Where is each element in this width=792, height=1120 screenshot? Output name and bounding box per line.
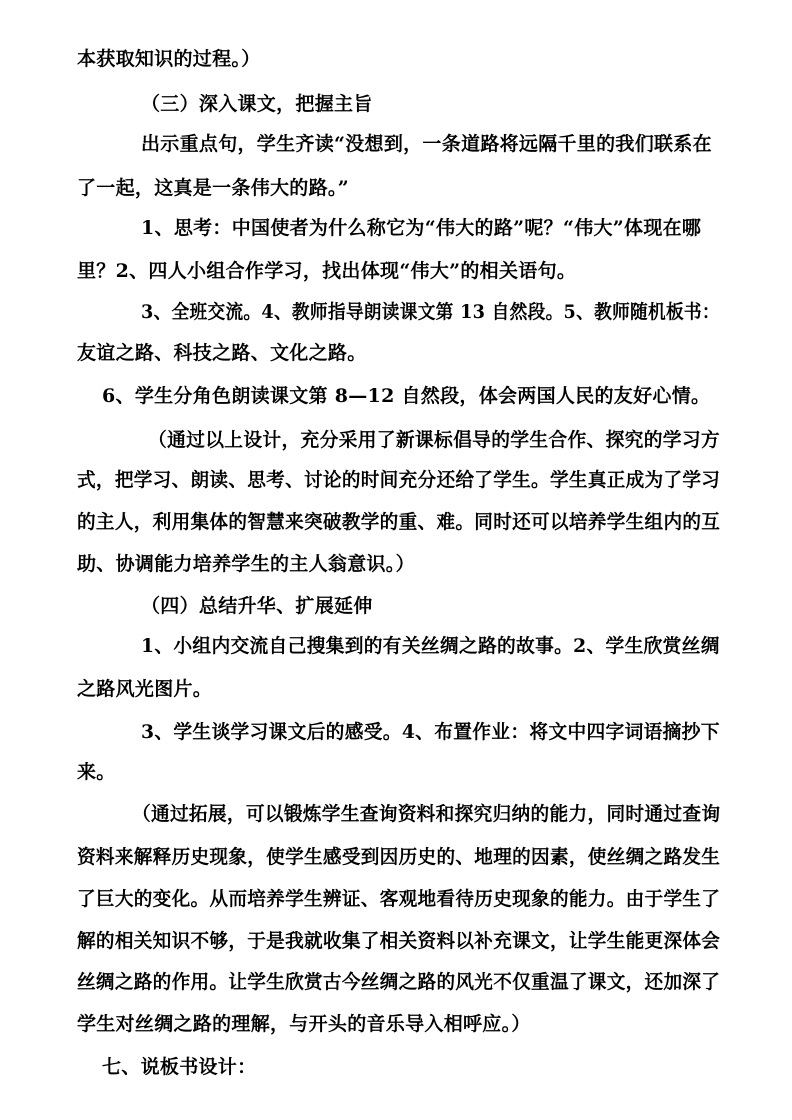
text-line: 里？2、四人小组合作学习，找出体现“伟大”的相关语句。 <box>77 260 577 282</box>
text-line: 3、全班交流。4、教师指导朗读课文第 13 自然段。5、教师随机板书： <box>141 301 720 323</box>
text-line: （通过以上设计，充分采用了新课标倡导的学生合作、探究的学习方 <box>148 429 721 451</box>
section-heading: （三）深入课文，把握主旨 <box>141 93 373 115</box>
text-line: 助、协调能力培养学生的主人翁意识。） <box>77 553 415 575</box>
text-line: 资料来解释历史现象，使学生感受到因历史的、地理的因素，使丝绸之路发生 <box>77 846 721 868</box>
text-line: 解的相关知识不够，于是我就收集了相关资料以补充课文，让学生能更深体会 <box>77 930 721 952</box>
text-line: 1、思考：中国使者为什么称它为“伟大的路”呢？“伟大”体现在哪 <box>141 217 702 239</box>
text-line: 来。 <box>77 761 116 783</box>
text-line: 1、小组内交流自己搜集到的有关丝绸之路的故事。2、学生欣赏丝绸 <box>141 635 720 657</box>
text-line: 3、学生谈学习课文后的感受。4、布置作业：将文中四字词语摘抄下 <box>141 721 720 743</box>
text-line: 的主人，利用集体的智慧来突破教学的重、难。同时还可以培养学生组内的互 <box>77 511 721 533</box>
text-line: 本获取知识的过程。） <box>77 48 261 70</box>
text-line: 6、学生分角色朗读课文第 8—12 自然段，体会两国人民的友好心情。 <box>102 385 711 407</box>
text-line: 友谊之路、科技之路、文化之路。 <box>77 342 367 364</box>
text-line: （通过拓展，可以锻炼学生查询资料和探究归纳的能力，同时通过查询 <box>132 803 721 825</box>
text-line: 丝绸之路的作用。让学生欣赏古今丝绸之路的风光不仅重温了课文，还加深了 <box>77 971 721 993</box>
text-line: 了一起，这真是一条伟大的路。” <box>77 177 349 199</box>
text-line: 学生对丝绸之路的理解，与开头的音乐导入相呼应。） <box>77 1013 531 1035</box>
text-line: 之路风光图片。 <box>77 678 213 700</box>
text-line: 了巨大的变化。从而培养学生辨证、客观地看待历史现象的能力。由于学生了 <box>77 888 721 910</box>
section-heading: （四）总结升华、扩展延伸 <box>141 595 373 617</box>
text-line: 出示重点句，学生齐读“没想到，一条道路将远隔千里的我们联系在 <box>141 133 712 155</box>
section-heading: 七、说板书设计： <box>102 1056 257 1078</box>
text-line: 式，把学习、朗读、思考、讨论的时间充分还给了学生。学生真正成为了学习 <box>77 469 721 491</box>
